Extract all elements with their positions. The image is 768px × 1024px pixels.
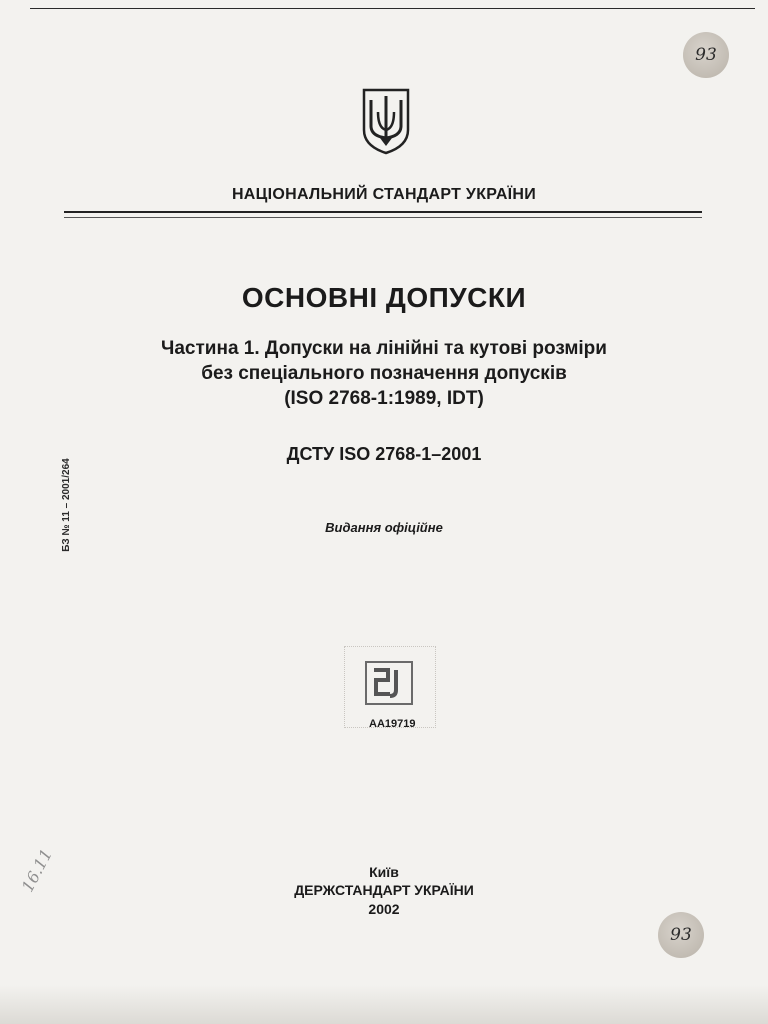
document-title: ОСНОВНІ ДОПУСКИ (241, 282, 527, 313)
subtitle-line-1: Частина 1. Допуски на лінійні та кутові розміри (161, 338, 607, 359)
library-stamp-logo-icon (364, 660, 414, 706)
header-rule-thick (64, 211, 702, 213)
subtitle-line-2: без спеціального позначення допусків (201, 363, 567, 384)
publication-city: Київ (369, 864, 399, 880)
subtitle-line-3: (ISO 2768-1:1989, IDT) (284, 388, 484, 409)
publisher-name: ДЕРЖСТАНДАРТ УКРАЇНИ (294, 882, 474, 898)
national-standard-heading: НАЦІОНАЛЬНИЙ СТАНДАРТ УКРАЇНИ (231, 186, 537, 203)
page-number-stamp-top: 93 (683, 32, 729, 78)
standard-code: ДСТУ ISO 2768-1–2001 (286, 444, 482, 464)
page-number-stamp-bottom: 93 (658, 912, 704, 958)
handwritten-note: 16.11 (17, 845, 57, 896)
library-stamp-code: AA19719 (369, 718, 416, 730)
scan-bottom-shadow (0, 985, 768, 1024)
top-edge-rule (30, 8, 755, 9)
side-registration-note: БЗ № 11 – 2001/264 (61, 458, 72, 552)
document-subtitle (0, 336, 768, 411)
trident-coat-of-arms-icon (358, 86, 414, 156)
official-edition-label: Видання офіційне (325, 520, 443, 535)
publication-year: 2002 (368, 901, 400, 917)
header-rule-thin (64, 217, 702, 218)
